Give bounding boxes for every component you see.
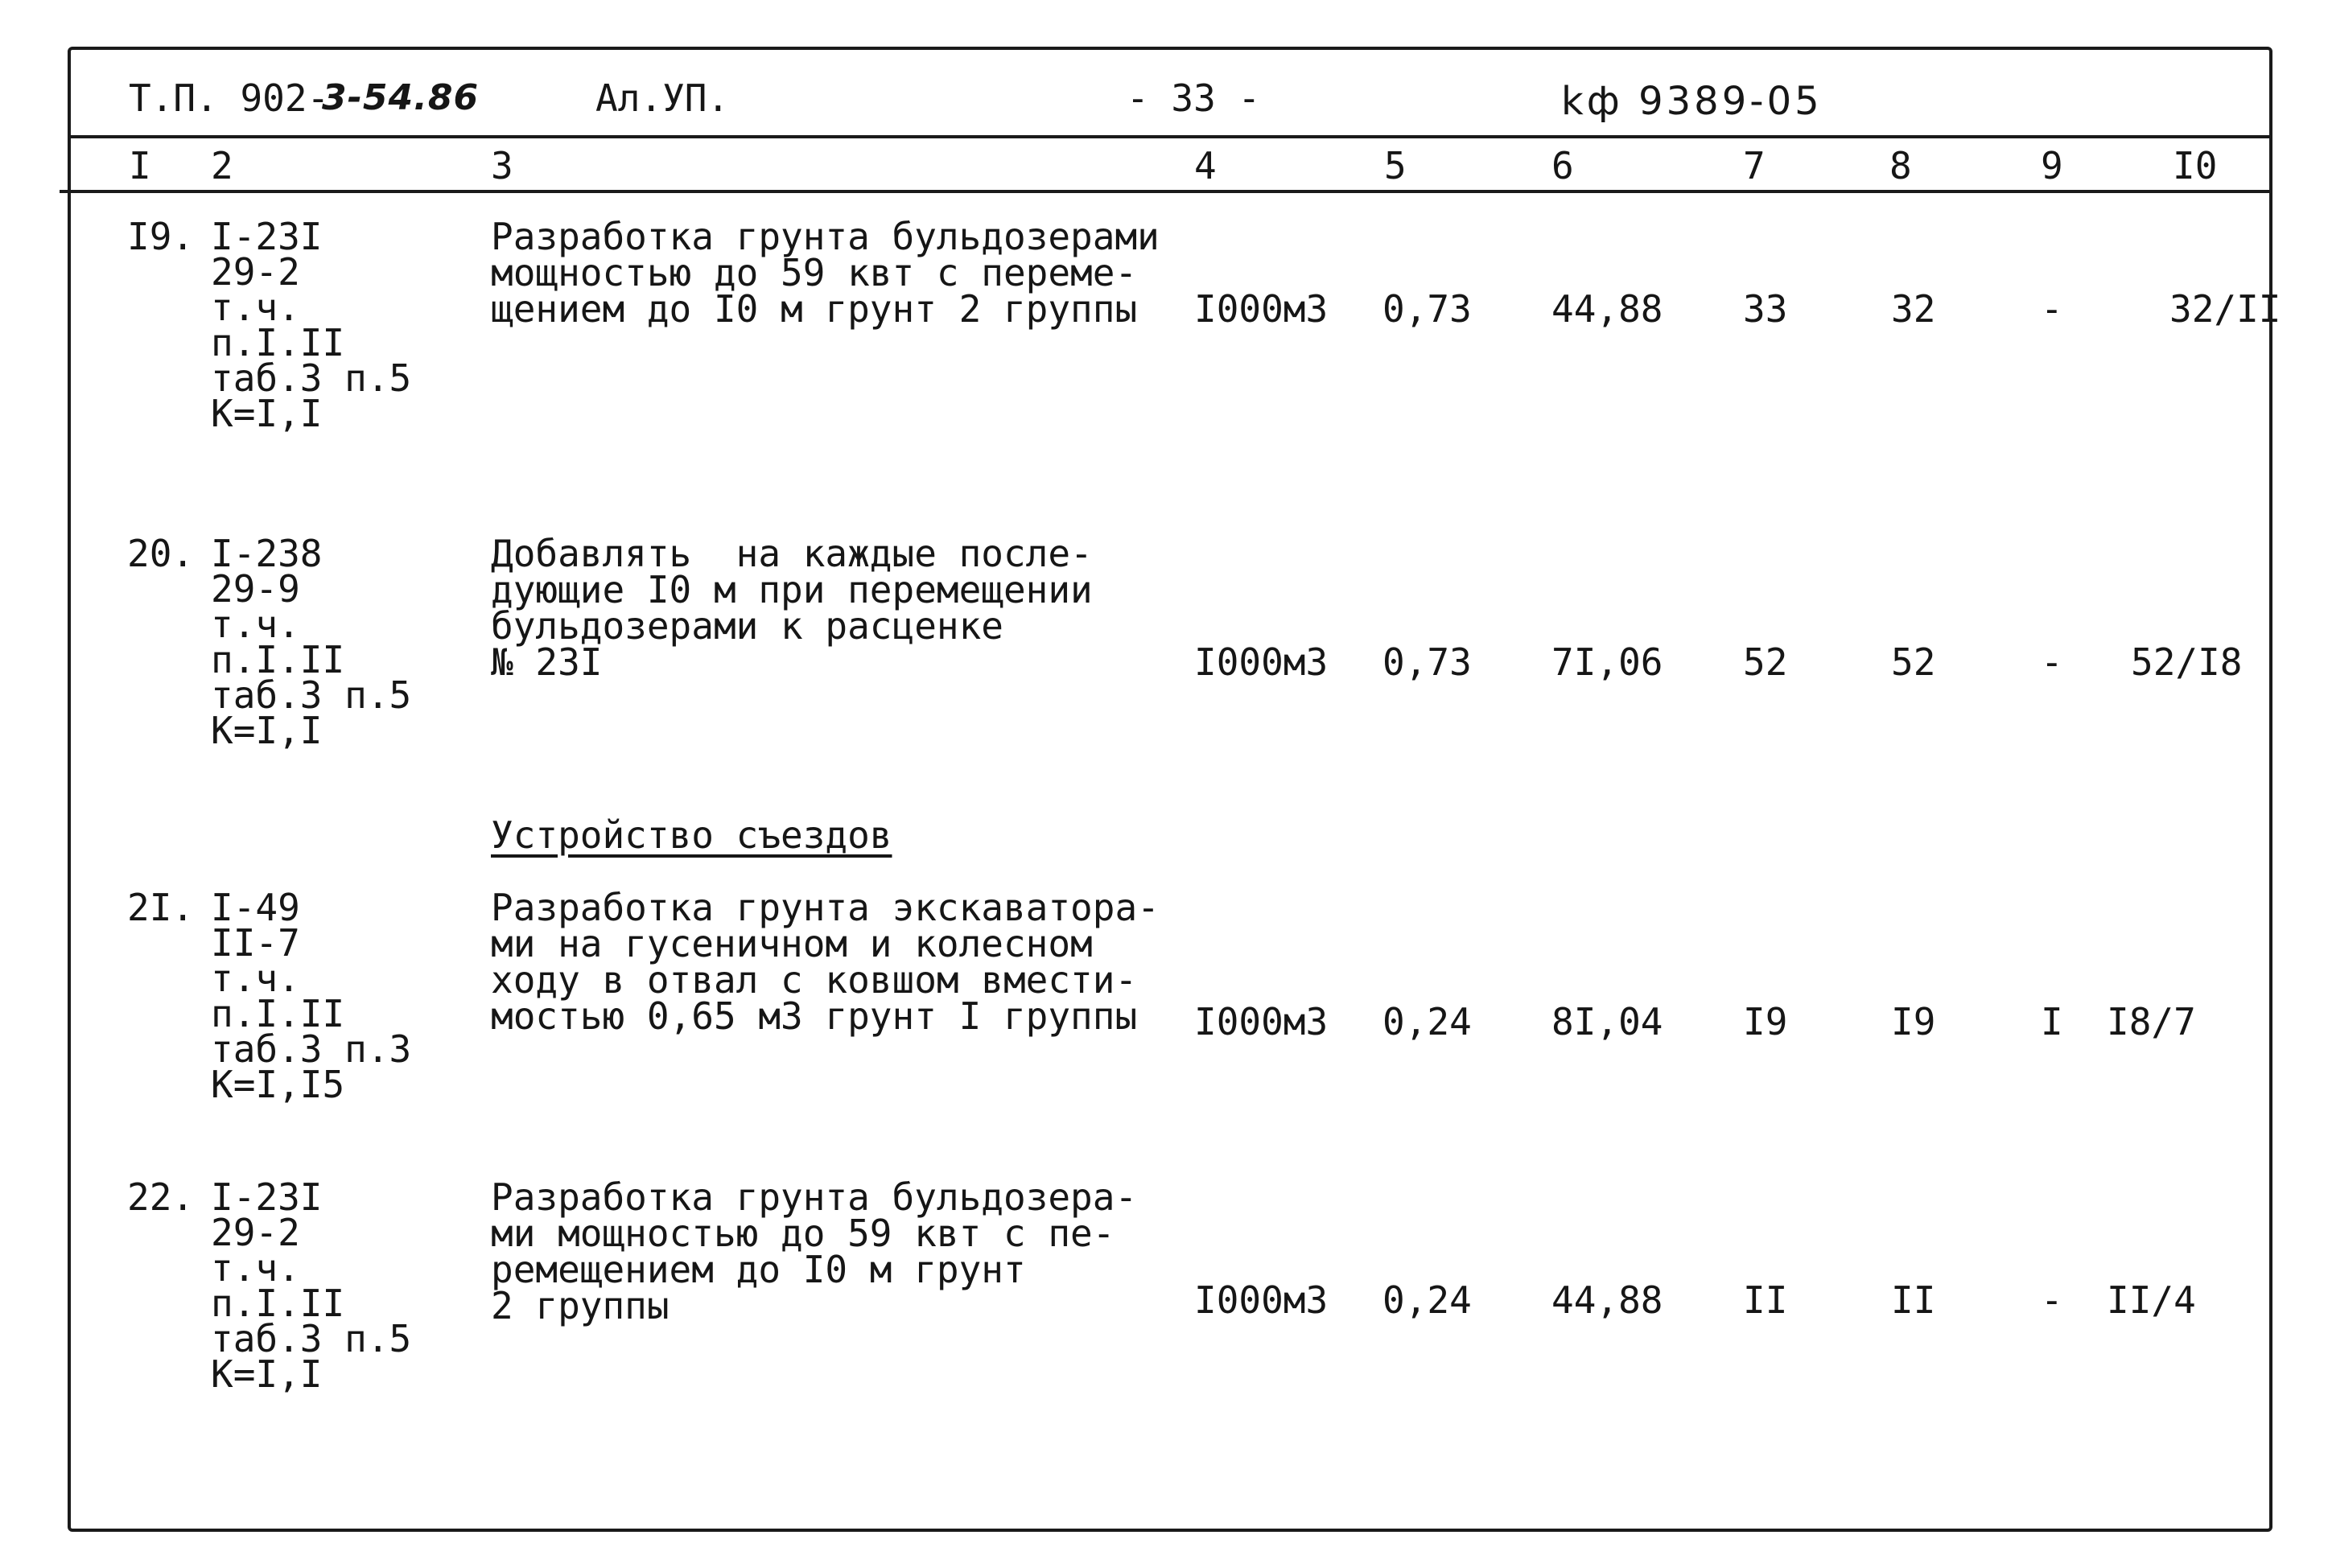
row-description-line: Разработка грунта экскаватора- [491, 886, 1160, 929]
row-code-line: К=I,I [211, 392, 323, 435]
row-code-line: п.I.II [211, 1282, 345, 1325]
col-header-4: 4 [1194, 144, 1217, 187]
row-code-line: п.I.II [211, 992, 345, 1035]
row-quantity: 0,24 [1382, 1278, 1472, 1322]
row-description-line: 2 группы [491, 1284, 670, 1327]
row-price: 44,88 [1551, 1278, 1663, 1322]
row-col8: II [1891, 1278, 1936, 1322]
row-col9: - [2041, 1278, 2063, 1322]
col-header-8: 8 [1889, 144, 1912, 187]
row-description-line: щением до I0 м грунт 2 группы [491, 287, 1138, 331]
row-unit: I000м3 [1194, 287, 1329, 331]
row-price: 44,88 [1551, 287, 1663, 331]
row-description-line: ми на гусеничном и колесном [491, 922, 1093, 965]
row-quantity: 0,24 [1382, 1000, 1472, 1043]
row-code-line: т.ч. [211, 603, 300, 646]
row-code-line: I-238 [211, 532, 323, 575]
doc-code-handwritten: 3-54.86 [322, 77, 480, 118]
row-code-line: п.I.II [211, 321, 345, 364]
row-code-line: таб.3 п.5 [211, 356, 412, 400]
row-number: 20. [127, 532, 195, 575]
row-quantity: 0,73 [1382, 640, 1472, 684]
row-col9: - [2041, 287, 2063, 331]
row-code-line: таб.3 п.3 [211, 1027, 412, 1071]
row-description-line: Разработка грунта бульдозерами [491, 215, 1160, 258]
row-code-line: 29-9 [211, 567, 300, 611]
row-code-line: I-49 [211, 886, 300, 929]
row-description-line: бульдозерами к расценке [491, 604, 1003, 648]
row-code-line: т.ч. [211, 286, 300, 329]
row-col7: 33 [1743, 287, 1788, 331]
row-description-line: ремещением до I0 м грунт [491, 1248, 1026, 1291]
row-price: 7I,06 [1551, 640, 1663, 684]
column-header-divider [60, 190, 2269, 193]
row-code-line: т.ч. [211, 1246, 300, 1290]
page-number: - 33 - [1127, 76, 1261, 120]
row-code-line: таб.3 п.5 [211, 673, 412, 717]
page-frame [68, 47, 2272, 1532]
row-description-line: мощностью до 59 квт с переме- [491, 251, 1138, 294]
row-description-line: дующие I0 м при перемещении [491, 568, 1093, 611]
inventory-number: kф 9389-05 [1561, 79, 1823, 124]
row-description-line: № 23I [491, 640, 603, 684]
row-code-line: К=I,I [211, 709, 323, 752]
row-code-line: К=I,I [211, 1352, 323, 1396]
row-code-line: т.ч. [211, 957, 300, 1000]
col-header-6: 6 [1551, 144, 1574, 187]
row-code-line: II-7 [211, 921, 300, 965]
row-unit: I000м3 [1194, 640, 1329, 684]
row-description-line: мостью 0,65 м3 грунт I группы [491, 994, 1138, 1038]
row-unit: I000м3 [1194, 1000, 1329, 1043]
row-col8: 52 [1891, 640, 1936, 684]
row-code-line: I-23I [211, 1175, 323, 1219]
row-code-line: К=I,I5 [211, 1063, 345, 1106]
col-header-1: I [129, 144, 151, 187]
row-code-line: I-23I [211, 215, 323, 258]
col-header-2: 2 [211, 144, 233, 187]
album-label: Ал.УП. [595, 76, 730, 120]
row-col10: II/4 [2107, 1278, 2196, 1322]
row-col9: I [2041, 1000, 2063, 1043]
row-col8: 32 [1891, 287, 1936, 331]
row-description-line: Разработка грунта бульдозера- [491, 1175, 1138, 1219]
row-col9: - [2041, 640, 2063, 684]
row-col10: I8/7 [2107, 1000, 2196, 1043]
row-number: 2I. [127, 886, 195, 929]
doc-code-prefix: Т.П. 902- [129, 76, 330, 120]
row-number: I9. [127, 215, 195, 258]
row-col7: I9 [1743, 1000, 1788, 1043]
row-quantity: 0,73 [1382, 287, 1472, 331]
row-code-line: 29-2 [211, 1211, 300, 1254]
row-code-line: 29-2 [211, 250, 300, 294]
row-col10: 32/II [2169, 287, 2281, 331]
row-description-line: Добавлять на каждые после- [491, 532, 1093, 575]
row-col8: I9 [1891, 1000, 1936, 1043]
row-code-line: таб.3 п.5 [211, 1317, 412, 1360]
row-col7: II [1743, 1278, 1788, 1322]
col-header-7: 7 [1743, 144, 1766, 187]
row-description-line: ми мощностью до 59 квт с пе- [491, 1212, 1115, 1255]
row-col7: 52 [1743, 640, 1788, 684]
col-header-3: 3 [491, 144, 513, 187]
col-header-5: 5 [1384, 144, 1407, 187]
header-divider [68, 135, 2269, 138]
col-header-9: 9 [2041, 144, 2063, 187]
row-unit: I000м3 [1194, 1278, 1329, 1322]
row-number: 22. [127, 1175, 195, 1219]
row-description-line: ходу в отвал с ковшом вмести- [491, 958, 1138, 1002]
row-col10: 52/I8 [2131, 640, 2243, 684]
row-code-line: п.I.II [211, 638, 345, 681]
section-title: Устройство съездов [491, 813, 892, 857]
col-header-10: I0 [2173, 144, 2218, 187]
row-price: 8I,04 [1551, 1000, 1663, 1043]
